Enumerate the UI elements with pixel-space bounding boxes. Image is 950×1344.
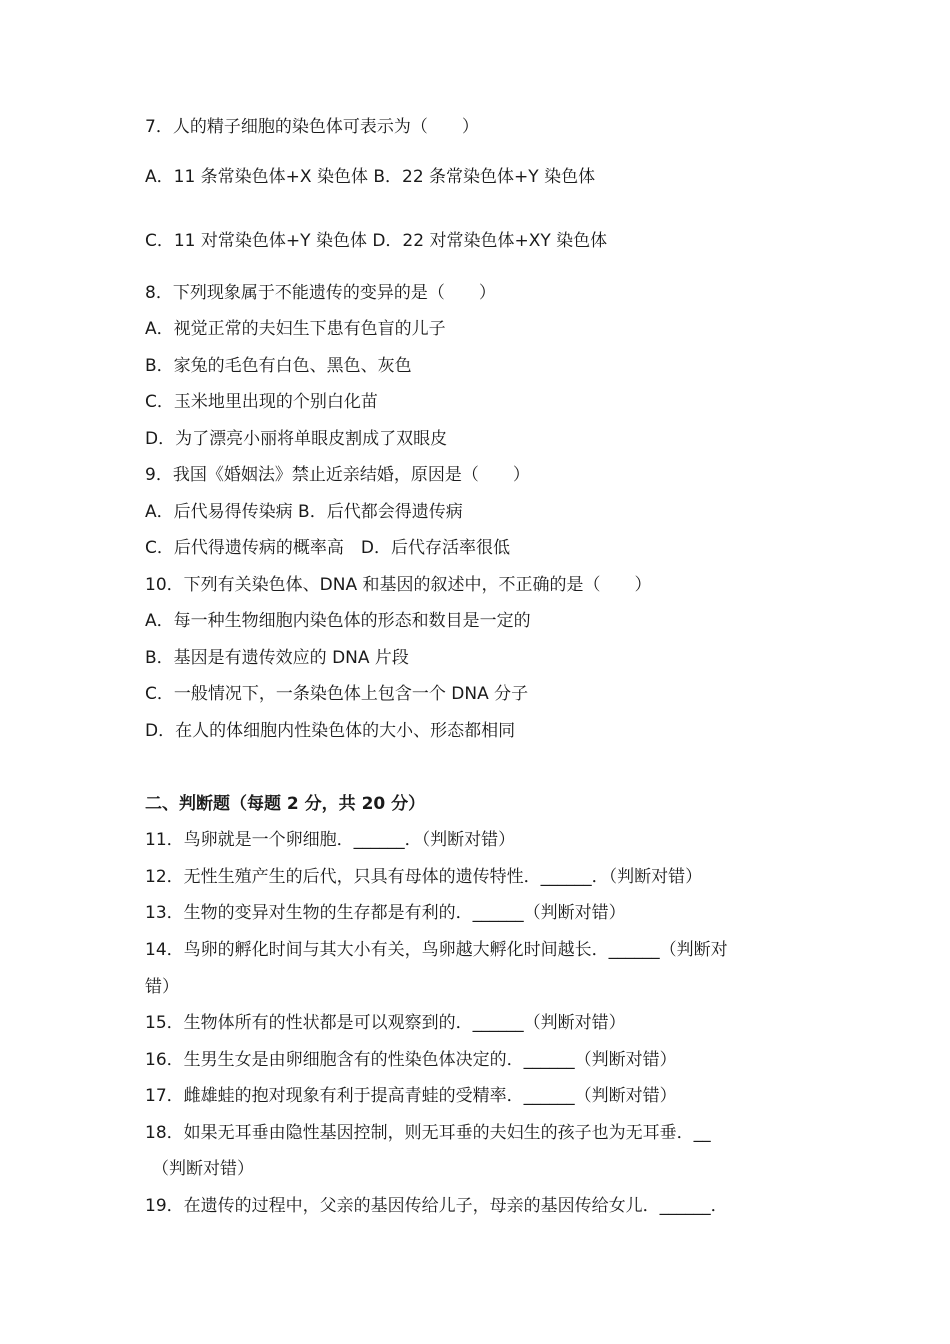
q10-option-c: C．一般情况下，一条染色体上包含一个 DNA 分子	[145, 684, 529, 704]
q15: 15．生物体所有的性状都是可以观察到的．______（判断对错）	[145, 1013, 626, 1033]
q18-line1: 18．如果无耳垂由隐性基因控制，则无耳垂的夫妇生的孩子也为无耳垂．__	[145, 1123, 711, 1143]
q7-options-ab: A．11 条常染色体+X 染色体 B．22 条常染色体+Y 染色体	[145, 167, 596, 187]
q10-stem: 10．下列有关染色体、DNA 和基因的叙述中，不正确的是（ ）	[145, 575, 652, 595]
section-heading-true-false: 二、判断题（每题 2 分，共 20 分）	[145, 794, 426, 814]
q7-stem: 7．人的精子细胞的染色体可表示为（ ）	[145, 117, 479, 137]
q9-options-cd: C．后代得遗传病的概率高 D．后代存活率很低	[145, 538, 510, 558]
q11: 11．鸟卵就是一个卵细胞．______．（判断对错）	[145, 830, 516, 850]
q8-option-a: A．视觉正常的夫妇生下患有色盲的儿子	[145, 319, 446, 339]
q8-option-d: D．为了漂亮小丽将单眼皮割成了双眼皮	[145, 429, 448, 449]
q9-options-ab: A．后代易得传染病 B．后代都会得遗传病	[145, 502, 463, 522]
q18-line2: （判断对错）	[152, 1159, 254, 1179]
q8-stem: 8．下列现象属于不能遗传的变异的是（ ）	[145, 283, 496, 303]
q10-option-a: A．每一种生物细胞内染色体的形态和数目是一定的	[145, 611, 531, 631]
q8-option-b: B．家兔的毛色有白色、黑色、灰色	[145, 356, 412, 376]
q14-line2: 错）	[145, 977, 179, 997]
q9-stem: 9．我国《婚姻法》禁止近亲结婚，原因是（ ）	[145, 465, 530, 485]
q17: 17．雌雄蛙的抱对现象有利于提高青蛙的受精率．______（判断对错）	[145, 1086, 677, 1106]
q13: 13．生物的变异对生物的生存都是有利的．______（判断对错）	[145, 903, 626, 923]
q12: 12．无性生殖产生的后代，只具有母体的遗传特性．______．（判断对错）	[145, 867, 703, 887]
q14-line1: 14．鸟卵的孵化时间与其大小有关，鸟卵越大孵化时间越长．______（判断对	[145, 940, 728, 960]
q10-option-d: D．在人的体细胞内性染色体的大小、形态都相同	[145, 721, 516, 741]
q7-options-cd: C．11 对常染色体+Y 染色体 D．22 对常染色体+XY 染色体	[145, 231, 608, 251]
q8-option-c: C．玉米地里出现的个别白化苗	[145, 392, 378, 412]
q10-option-b: B．基因是有遗传效应的 DNA 片段	[145, 648, 409, 668]
q19: 19．在遗传的过程中，父亲的基因传给儿子，母亲的基因传给女儿．______．	[145, 1196, 728, 1216]
q16: 16．生男生女是由卵细胞含有的性染色体决定的．______（判断对错）	[145, 1050, 677, 1070]
